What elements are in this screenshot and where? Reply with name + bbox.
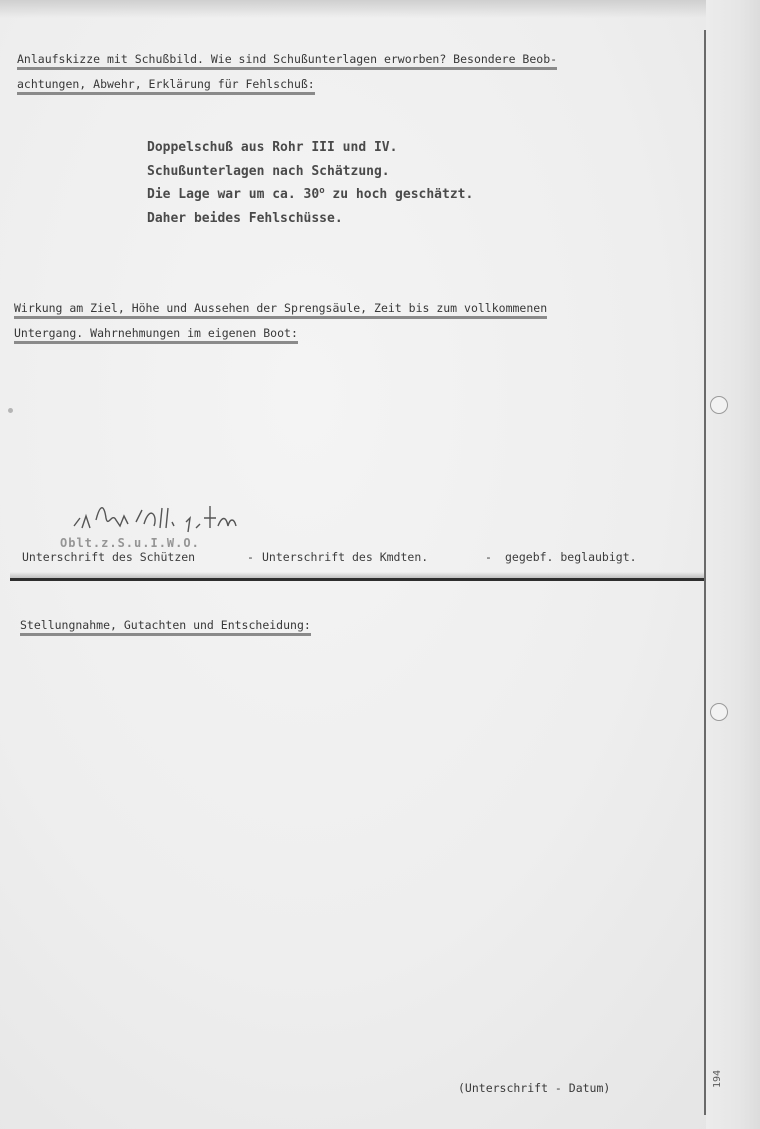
report-line-3 (147, 183, 473, 207)
report-line-3-after: zu hoch geschätzt. (324, 187, 474, 202)
signature-separator: - (247, 550, 254, 564)
section1-heading (17, 47, 557, 97)
commander-signature-label: Unterschrift des Kmdten. (262, 550, 429, 564)
section3-heading-line1: Stellungnahme, Gutachten und Entscheidung: (20, 618, 311, 636)
punch-hole-bottom (710, 703, 728, 721)
right-margin-line (704, 30, 706, 1115)
report-line-2: Schußunterlagen nach Schätzung. (147, 163, 390, 179)
section-divider (10, 578, 704, 581)
report-text (147, 136, 473, 230)
section2-heading-line2: Untergang. Wahrnehmungen im eigenen Boot: (14, 326, 298, 344)
signature-separator-2: - (485, 550, 492, 564)
section3-heading (20, 613, 311, 638)
handwritten-signature (70, 498, 270, 538)
page-side-number: 194 (712, 1069, 723, 1088)
degree-sign: o (319, 186, 325, 196)
shooter-signature-label: Unterschrift des Schützen (22, 550, 196, 564)
scan-speck (8, 408, 13, 413)
page-right-edge (706, 0, 760, 1129)
section2-heading-line1: Wirkung am Ziel, Höhe und Aussehen der Sprengsäule, Zeit bis zum vollkommenen (14, 301, 547, 319)
report-line-4: Daher beides Fehlschüsse. (147, 210, 343, 226)
signature-date-label: (Unterschrift - Datum) (458, 1081, 611, 1095)
section2-heading (14, 296, 547, 346)
rank-stamp: Oblt.z.S.u.I.W.O. (60, 536, 200, 550)
scan-top-shade (0, 0, 760, 18)
section1-heading-line1: Anlaufskizze mit Schußbild. Wie sind Schußunterlagen erworben? Besondere Beob- (17, 52, 557, 70)
certified-label: gegebf. beglaubigt. (505, 550, 637, 564)
report-line-1: Doppelschuß aus Rohr III und IV. (147, 140, 398, 155)
section1-heading-line2: achtungen, Abwehr, Erklärung für Fehlschuß: (17, 77, 315, 95)
report-line-3-before: Die Lage war um ca. 30 (147, 187, 320, 202)
punch-hole-top (710, 396, 728, 414)
